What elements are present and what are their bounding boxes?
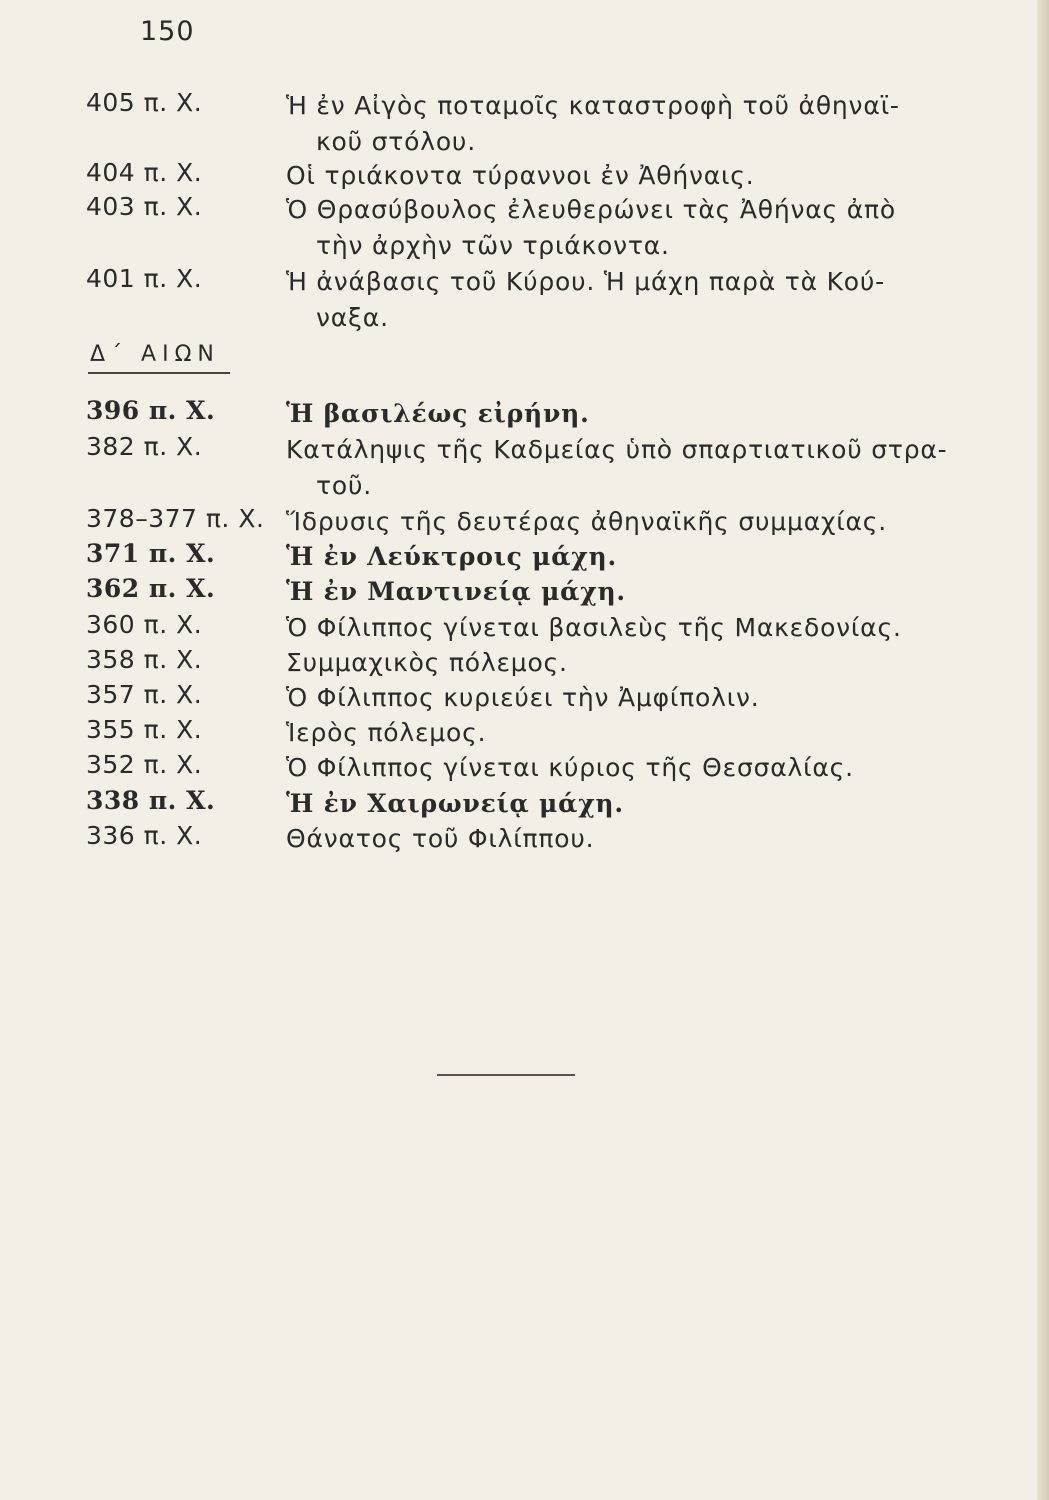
entry-event	[286, 192, 976, 264]
end-rule	[437, 1074, 575, 1076]
entry-event	[286, 786, 976, 822]
event-line: κοῦ στόλου.	[316, 127, 476, 156]
section-underline	[88, 372, 230, 374]
entry-event	[286, 88, 976, 160]
entry-date: 378–377 π. Χ.	[86, 504, 265, 533]
entry-date: 358 π. Χ.	[86, 645, 203, 674]
entry-event	[286, 396, 976, 432]
event-line: Ἡ ἀνάβασις τοῦ Κύρου. Ἡ μάχη παρὰ τὰ Κού-	[286, 267, 885, 296]
entry-event	[286, 715, 976, 751]
entry-event	[286, 432, 976, 504]
entry-event	[286, 680, 976, 716]
entry-date: 352 π. Χ.	[86, 750, 203, 779]
event-line: Ἡ ἐν Μαντινείᾳ μάχη.	[286, 577, 626, 606]
entry-event	[286, 821, 976, 857]
entry-date: 382 π. Χ.	[86, 432, 203, 461]
entry-event	[286, 158, 976, 194]
event-line: Ἱερὸς πόλεμος.	[286, 718, 487, 747]
entry-event	[286, 574, 976, 610]
entry-event	[286, 504, 976, 540]
event-line: Θάνατος τοῦ Φιλίππου.	[286, 824, 595, 853]
entry-date: 360 π. Χ.	[86, 610, 203, 639]
entry-event	[286, 750, 976, 786]
entry-date: 362 π. Χ.	[86, 574, 216, 603]
event-line: Ὁ Φίλιππος γίνεται βασιλεὺς τῆς Μακεδονίας.	[286, 613, 902, 642]
entry-date: 336 π. Χ.	[86, 821, 203, 850]
event-line: Ἡ ἐν Αἰγὸς ποταμοῖς καταστροφὴ τοῦ ἀθηναϊ-	[286, 91, 900, 120]
event-line: Οἱ τριάκοντα τύραννοι ἐν Ἀθήναις.	[286, 161, 755, 190]
entry-date: 403 π. Χ.	[86, 192, 203, 221]
event-line: Ἡ βασιλέως εἰρήνη.	[286, 399, 590, 428]
event-line: Ἡ ἐν Χαιρωνείᾳ μάχη.	[286, 789, 624, 818]
entry-date: 355 π. Χ.	[86, 715, 203, 744]
page-edge	[1037, 0, 1049, 1500]
entry-date: 401 π. Χ.	[86, 264, 203, 293]
event-line: Κατάληψις τῆς Καδμείας ὑπὸ σπαρτιατικοῦ στρα-	[286, 435, 948, 464]
entry-event	[286, 539, 976, 575]
entry-date: 338 π. Χ.	[86, 786, 216, 815]
event-line: Συμμαχικὸς πόλεμος.	[286, 648, 568, 677]
entry-date: 396 π. Χ.	[86, 396, 216, 425]
event-line: Ἵδρυσις τῆς δευτέρας ἀθηναϊκῆς συμμαχίας.	[286, 507, 887, 536]
entry-event	[286, 264, 976, 336]
event-line: τὴν ἀρχὴν τῶν τριάκοντα.	[316, 231, 670, 260]
event-line: Ἡ ἐν Λεύκτροις μάχη.	[286, 542, 617, 571]
event-line: Ὁ Φίλιππος κυριεύει τὴν Ἀμφίπολιν.	[286, 683, 760, 712]
entry-date: 405 π. Χ.	[86, 88, 203, 117]
page-number: 150	[140, 16, 195, 47]
event-line: ναξα.	[316, 303, 389, 332]
entry-event	[286, 645, 976, 681]
entry-date: 404 π. Χ.	[86, 158, 203, 187]
entry-event	[286, 610, 976, 646]
entry-date: 357 π. Χ.	[86, 680, 203, 709]
event-line: Ὁ Φίλιππος γίνεται κύριος τῆς Θεσσαλίας.	[286, 753, 854, 782]
entry-date: 371 π. Χ.	[86, 539, 216, 568]
section-heading: Δ΄ ΑΙΩΝ	[90, 342, 220, 367]
event-line: τοῦ.	[316, 471, 372, 500]
event-line: Ὁ Θρασύβουλος ἐλευθερώνει τὰς Ἀθήνας ἀπὸ	[286, 195, 896, 224]
